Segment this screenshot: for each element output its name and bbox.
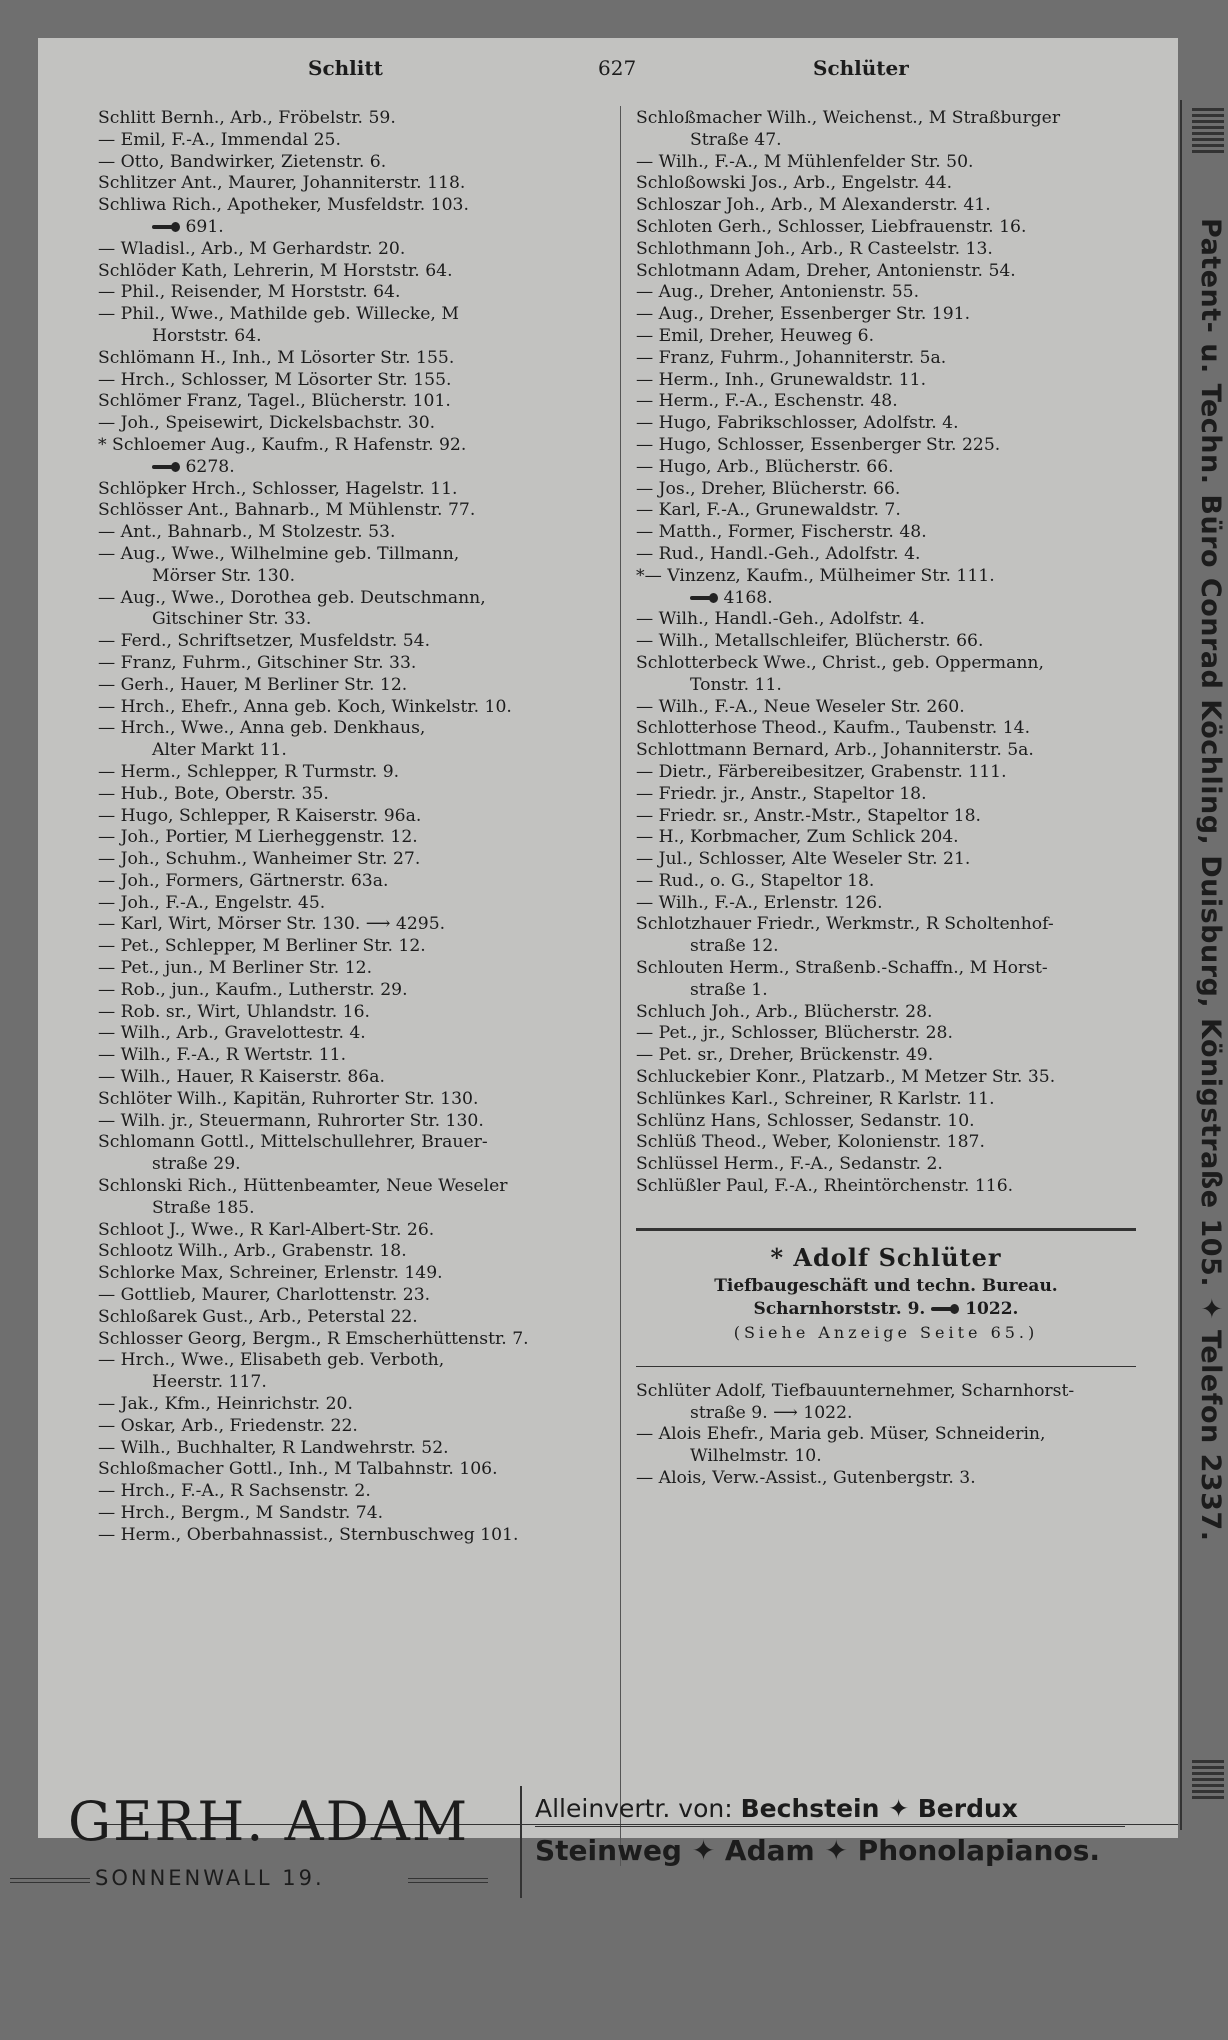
directory-entry bbox=[636, 675, 1166, 697]
ga-company-name: GERH. ADAM bbox=[68, 1790, 470, 1853]
directory-entry-text: — Wilh., Arb., Gravelottestr. 4. bbox=[98, 1023, 366, 1044]
directory-entry-text: — Aug., Wwe., Wilhelmine geb. Tillmann, bbox=[98, 543, 460, 564]
directory-entry bbox=[98, 980, 608, 1002]
directory-entry-text: * Schloemer Aug., Kaufm., R Hafenstr. 92. bbox=[98, 434, 467, 455]
directory-entry-text: — Hrch., Bergm., M Sandstr. 74. bbox=[98, 1503, 384, 1523]
directory-entry bbox=[636, 1045, 1166, 1067]
directory-entry-text: — Jak., Kfm., Heinrichstr. 20. bbox=[98, 1394, 353, 1415]
page-number: 627 bbox=[598, 56, 637, 80]
directory-entry-text: Schlouten Herm., Straßenb.-Schaffn., M Horst- bbox=[636, 958, 1048, 979]
directory-entry-text: — Hub., Bote, Oberstr. 35. bbox=[98, 783, 329, 804]
directory-entry-text: — Emil, Dreher, Heuweg 6. bbox=[636, 325, 875, 346]
directory-entry bbox=[98, 827, 608, 849]
directory-entry-text: Tonstr. 11. bbox=[690, 674, 782, 695]
directory-entry-text: Schlotterhose Theod., Kaufm., Taubenstr. 14. bbox=[636, 718, 1031, 739]
directory-entry bbox=[636, 914, 1166, 936]
ad-box-top-rule bbox=[636, 1228, 1136, 1231]
directory-entry-text: Gitschiner Str. 33. bbox=[152, 609, 312, 630]
directory-entry-text: Schloßmacher Wilh., Weichenst., M Straßburger bbox=[636, 108, 1061, 128]
directory-entry bbox=[98, 806, 608, 828]
directory-entry bbox=[98, 1002, 608, 1024]
directory-entry bbox=[636, 239, 1166, 261]
directory-entry-text: Schlösser Ant., Bahnarb., M Mühlenstr. 77. bbox=[98, 500, 476, 521]
directory-entry-text: Straße 185. bbox=[152, 1197, 255, 1218]
directory-entry-text: — Herm., Oberbahnassist., Sternbuschweg 101. bbox=[98, 1524, 519, 1545]
directory-entry-text: — Wilh., Handl.-Geh., Adolfstr. 4. bbox=[636, 609, 925, 630]
directory-entry bbox=[636, 217, 1166, 239]
directory-entry-text: — Wilh., Hauer, R Kaiserstr. 86a. bbox=[98, 1067, 385, 1088]
directory-entry bbox=[636, 653, 1166, 675]
directory-entry bbox=[98, 936, 608, 958]
directory-entry-text: — Hrch., Ehefr., Anna geb. Koch, Winkelstr. 10. bbox=[98, 696, 512, 717]
directory-entry bbox=[636, 871, 1166, 893]
directory-entry bbox=[98, 675, 608, 697]
directory-entry-text: 6278. bbox=[185, 456, 235, 477]
directory-entry bbox=[98, 697, 608, 719]
banner-top-bars bbox=[1192, 108, 1224, 188]
directory-entry bbox=[98, 261, 608, 283]
directory-entry-text: — Friedr. jr., Anstr., Stapeltor 18. bbox=[636, 783, 927, 804]
directory-entry-text: — Hugo, Fabrikschlosser, Adolfstr. 4. bbox=[636, 413, 959, 434]
directory-entry bbox=[636, 544, 1166, 566]
directory-entry-text: — Rud., Handl.-Geh., Adolfstr. 4. bbox=[636, 543, 921, 564]
directory-entry bbox=[636, 849, 1166, 871]
directory-entry bbox=[636, 631, 1166, 653]
directory-entry-text: Schlonski Rich., Hüttenbeamter, Neue Weseler bbox=[98, 1176, 508, 1197]
directory-entry bbox=[636, 304, 1166, 326]
directory-entry-text: — Joh., Portier, M Lierheggenstr. 12. bbox=[98, 827, 418, 848]
directory-entry-text: — Emil, F.-A., Immendal 25. bbox=[98, 129, 341, 150]
directory-entry-text: Schloßarek Gust., Arb., Peterstal 22. bbox=[98, 1306, 418, 1327]
directory-entry bbox=[98, 348, 608, 370]
directory-entry bbox=[98, 1154, 608, 1176]
right-column bbox=[636, 108, 1166, 1490]
directory-entry-text: — Wilh. jr., Steuermann, Ruhrorter Str. 130. bbox=[98, 1110, 484, 1131]
directory-entry bbox=[98, 239, 608, 261]
directory-entry bbox=[636, 1002, 1166, 1024]
directory-entry bbox=[636, 1067, 1166, 1089]
ad-box-bottom-rule bbox=[636, 1366, 1136, 1367]
directory-entry bbox=[636, 1154, 1166, 1176]
telephone-icon bbox=[931, 1304, 959, 1314]
directory-entry-text: — Herm., Inh., Grunewaldstr. 11. bbox=[636, 369, 927, 390]
directory-entry bbox=[98, 1023, 608, 1045]
directory-entry-text: — Wilh., F.-A., M Mühlenfelder Str. 50. bbox=[636, 151, 974, 172]
ga-vertical-rule bbox=[520, 1786, 522, 1898]
directory-entry bbox=[636, 173, 1166, 195]
directory-entry-text: — Pet., Schlepper, M Berliner Str. 12. bbox=[98, 936, 426, 957]
directory-entry bbox=[98, 1045, 608, 1067]
directory-page bbox=[38, 38, 1226, 1838]
directory-entry bbox=[636, 718, 1166, 740]
directory-entry bbox=[98, 195, 608, 217]
directory-entry bbox=[98, 1481, 608, 1503]
directory-entry bbox=[98, 108, 608, 130]
directory-entry bbox=[98, 784, 608, 806]
directory-entry bbox=[98, 1459, 608, 1481]
directory-entry bbox=[98, 1394, 608, 1416]
directory-entry-text: — Alois, Verw.-Assist., Gutenbergstr. 3. bbox=[636, 1468, 976, 1489]
directory-entry-text: — Matth., Former, Fischerstr. 48. bbox=[636, 522, 927, 543]
telephone-icon bbox=[152, 462, 180, 472]
ad-address: Scharnhorststr. 9. bbox=[753, 1298, 926, 1319]
directory-entry-text: Schloot J., Wwe., R Karl-Albert-Str. 26. bbox=[98, 1219, 435, 1240]
ad-business-line: Tiefbaugeschäft und techn. Bureau. bbox=[714, 1275, 1058, 1296]
directory-entry-text: Schlünkes Karl., Schreiner, R Karlstr. 11. bbox=[636, 1088, 995, 1109]
ad-reference: (Siehe Anzeige Seite 65.) bbox=[733, 1322, 1039, 1342]
ga-sole-agency bbox=[535, 1794, 1018, 1823]
directory-entry-text: — Aug., Wwe., Dorothea geb. Deutschmann, bbox=[98, 587, 486, 608]
directory-entry-text: straße 1. bbox=[690, 979, 768, 1000]
directory-entry-text: Schloßowski Jos., Arb., Engelstr. 44. bbox=[636, 173, 953, 194]
directory-entry-text: Schlömer Franz, Tagel., Blücherstr. 101. bbox=[98, 391, 451, 412]
directory-entry bbox=[98, 152, 608, 174]
directory-entry bbox=[98, 1525, 608, 1547]
directory-entry bbox=[98, 500, 608, 522]
directory-entry-text: — Wilh., F.-A., R Wertstr. 11. bbox=[98, 1045, 347, 1066]
page-header bbox=[38, 56, 1178, 96]
directory-entry bbox=[636, 1176, 1166, 1198]
directory-entry-text: Schluckebier Konr., Platzarb., M Metzer Str. 35. bbox=[636, 1067, 1056, 1088]
directory-entry bbox=[98, 566, 608, 588]
directory-entry-text: Schlöpker Hrch., Schlosser, Hagelstr. 11. bbox=[98, 478, 458, 499]
directory-entry bbox=[98, 631, 608, 653]
directory-entry-text: — Hrch., Schlosser, M Lösorter Str. 155. bbox=[98, 369, 452, 390]
directory-entry bbox=[98, 435, 608, 457]
side-advertisement bbox=[1190, 218, 1228, 1778]
directory-entry bbox=[636, 1132, 1166, 1154]
directory-entry-text: — Jul., Schlosser, Alte Weseler Str. 21. bbox=[636, 849, 971, 870]
directory-entry-text: — Oskar, Arb., Friedenstr. 22. bbox=[98, 1415, 358, 1436]
directory-entry-text: — Herm., F.-A., Eschenstr. 48. bbox=[636, 391, 898, 412]
directory-entry-text: straße 12. bbox=[690, 936, 779, 957]
directory-entry-text: — Joh., Formers, Gärtnerstr. 63a. bbox=[98, 870, 389, 891]
directory-entry bbox=[636, 391, 1166, 413]
directory-entry-text: — Herm., Schlepper, R Turmstr. 9. bbox=[98, 761, 400, 782]
directory-entry-text: Schlüß Theod., Weber, Kolonienstr. 187. bbox=[636, 1132, 985, 1153]
ga-street: SONNENWALL 19. bbox=[95, 1866, 325, 1890]
directory-entry-text: — Aug., Dreher, Essenberger Str. 191. bbox=[636, 304, 971, 325]
directory-entry bbox=[98, 1329, 608, 1351]
directory-entry bbox=[636, 370, 1166, 392]
directory-entry-text: — Wilh., Buchhalter, R Landwehrstr. 52. bbox=[98, 1437, 449, 1458]
directory-entry-text: Schlömann H., Inh., M Lösorter Str. 155. bbox=[98, 347, 455, 368]
directory-entry bbox=[98, 217, 608, 239]
directory-entry bbox=[636, 806, 1166, 828]
directory-entry bbox=[98, 893, 608, 915]
directory-entry bbox=[636, 282, 1166, 304]
directory-entry-text: Schlorke Max, Schreiner, Erlenstr. 149. bbox=[98, 1263, 443, 1284]
directory-entry bbox=[636, 326, 1166, 348]
directory-entry bbox=[98, 326, 608, 348]
directory-entry-text: straße 9. ⟶ 1022. bbox=[690, 1402, 853, 1423]
directory-entry bbox=[98, 914, 608, 936]
directory-entry-text: — Joh., F.-A., Engelstr. 45. bbox=[98, 892, 326, 913]
directory-entry-text: — Gottlieb, Maurer, Charlottenstr. 23. bbox=[98, 1285, 431, 1306]
directory-entry bbox=[636, 435, 1166, 457]
directory-entry-text: Horststr. 64. bbox=[152, 325, 262, 346]
directory-entry bbox=[98, 1198, 608, 1220]
telephone-icon bbox=[152, 222, 180, 232]
ad-address-line bbox=[636, 1298, 1136, 1321]
banner-bottom-bars bbox=[1192, 1760, 1224, 1830]
directory-entry-text: — Aug., Dreher, Antonienstr. 55. bbox=[636, 282, 920, 303]
directory-entry-text: — Franz, Fuhrm., Johanniterstr. 5a. bbox=[636, 347, 947, 368]
directory-entry bbox=[98, 1220, 608, 1242]
gerh-adam-advertisement bbox=[0, 1790, 1140, 2040]
directory-entry-text: Schlöder Kath, Lehrerin, M Horststr. 64. bbox=[98, 260, 453, 281]
directory-entry-text: Mörser Str. 130. bbox=[152, 565, 296, 586]
header-right-keyword: Schlüter bbox=[813, 56, 909, 80]
directory-entry-text: — Karl, Wirt, Mörser Str. 130. ⟶ 4295. bbox=[98, 914, 446, 935]
directory-entry bbox=[636, 762, 1166, 784]
directory-entry-text: Schliwa Rich., Apotheker, Musfeldstr. 103. bbox=[98, 195, 469, 216]
directory-entry bbox=[636, 152, 1166, 174]
directory-entry-text: — Gerh., Hauer, M Berliner Str. 12. bbox=[98, 674, 408, 695]
directory-entry-text: Schloszar Joh., Arb., M Alexanderstr. 41. bbox=[636, 195, 991, 216]
directory-entry-text: — Rob., jun., Kaufm., Lutherstr. 29. bbox=[98, 979, 408, 1000]
directory-entry-text: — Wladisl., Arb., M Gerhardstr. 20. bbox=[98, 238, 406, 259]
directory-entry-text: Schlomann Gottl., Mittelschullehrer, Brauer- bbox=[98, 1132, 488, 1153]
directory-entry-text: — Joh., Speisewirt, Dickelsbachstr. 30. bbox=[98, 413, 436, 434]
telephone-icon bbox=[690, 593, 718, 603]
directory-entry bbox=[636, 1446, 1166, 1468]
directory-entry bbox=[98, 740, 608, 762]
ga-street-rule-right bbox=[408, 1878, 488, 1883]
directory-entry bbox=[98, 1263, 608, 1285]
banner-separator bbox=[1180, 100, 1182, 1830]
directory-entry-text: — Alois Ehefr., Maria geb. Müser, Schneiderin, bbox=[636, 1424, 1046, 1445]
directory-entry-text: — Wilh., F.-A., Erlenstr. 126. bbox=[636, 892, 883, 913]
directory-entry bbox=[98, 1067, 608, 1089]
directory-entry bbox=[98, 653, 608, 675]
directory-entry bbox=[98, 1132, 608, 1154]
right-column-continued bbox=[636, 1381, 1166, 1490]
directory-entry-text: — Pet. sr., Dreher, Brückenstr. 49. bbox=[636, 1045, 934, 1066]
directory-entry-text: Schlünz Hans, Schlosser, Sedanstr. 10. bbox=[636, 1110, 975, 1131]
directory-entry bbox=[636, 1424, 1166, 1446]
directory-entry-text: Alter Markt 11. bbox=[152, 740, 287, 761]
ga-horizontal-rule bbox=[535, 1826, 1125, 1827]
directory-entry bbox=[636, 1468, 1166, 1490]
ga-brands-2: Steinweg ✦ Adam ✦ Phonolapianos. bbox=[535, 1834, 1101, 1867]
directory-entry-text: — Hugo, Schlosser, Essenberger Str. 225. bbox=[636, 434, 1001, 455]
directory-entry bbox=[636, 827, 1166, 849]
directory-entry-text: straße 29. bbox=[152, 1154, 241, 1175]
directory-entry bbox=[98, 849, 608, 871]
ad-company-name: * Adolf Schlüter bbox=[770, 1242, 1002, 1272]
directory-entry-text: 4168. bbox=[723, 587, 773, 608]
directory-entry bbox=[636, 566, 1166, 588]
ga-brands-1: Bechstein ✦ Berdux bbox=[740, 1794, 1018, 1823]
directory-entry bbox=[636, 740, 1166, 762]
directory-entry bbox=[636, 522, 1166, 544]
directory-entry-text: — Hugo, Schlepper, R Kaiserstr. 96a. bbox=[98, 805, 422, 826]
directory-entry-text: *— Vinzenz, Kaufm., Mülheimer Str. 111. bbox=[636, 565, 995, 586]
directory-entry-text: — Karl, F.-A., Grunewaldstr. 7. bbox=[636, 500, 901, 521]
directory-entry-text: — Pet., jr., Schlosser, Blücherstr. 28. bbox=[636, 1023, 953, 1044]
directory-entry-text: — Jos., Dreher, Blücherstr. 66. bbox=[636, 478, 901, 499]
directory-entry-text: Schlottmann Bernard, Arb., Johanniterstr. 5a. bbox=[636, 740, 1034, 761]
directory-entry bbox=[98, 588, 608, 610]
directory-entry-text: 691. bbox=[185, 216, 224, 237]
directory-entry bbox=[636, 1111, 1166, 1133]
ad-phone: 1022. bbox=[965, 1298, 1019, 1319]
directory-entry-text: — Dietr., Färbereibesitzer, Grabenstr. 111. bbox=[636, 761, 1007, 782]
directory-entry-text: — Ant., Bahnarb., M Stolzestr. 53. bbox=[98, 522, 396, 543]
directory-entry-text: — Friedr. sr., Anstr.-Mstr., Stapeltor 18. bbox=[636, 805, 981, 826]
directory-entry bbox=[636, 1381, 1166, 1403]
directory-entry-text: Schlitzer Ant., Maurer, Johanniterstr. 118. bbox=[98, 173, 466, 194]
directory-entry bbox=[98, 173, 608, 195]
directory-entry-text: — Rob. sr., Wirt, Uhlandstr. 16. bbox=[98, 1001, 371, 1022]
directory-entry-text: Schlöter Wilh., Kapitän, Ruhrorter Str. 130. bbox=[98, 1088, 479, 1109]
directory-entry bbox=[98, 958, 608, 980]
ga-street-rule-left bbox=[10, 1878, 90, 1883]
directory-entry bbox=[98, 1176, 608, 1198]
directory-entry bbox=[636, 1023, 1166, 1045]
directory-entry bbox=[636, 588, 1166, 610]
directory-entry-text: Wilhelmstr. 10. bbox=[690, 1446, 822, 1467]
directory-entry bbox=[98, 1438, 608, 1460]
directory-entry-text: Schlosser Georg, Bergm., R Emscherhüttenstr. 7. bbox=[98, 1328, 529, 1349]
directory-entry bbox=[98, 370, 608, 392]
directory-entry-text: — H., Korbmacher, Zum Schlick 204. bbox=[636, 827, 959, 848]
directory-entry-text: — Wilh., Metallschleifer, Blücherstr. 66. bbox=[636, 631, 984, 652]
right-column-entries bbox=[636, 108, 1166, 1198]
directory-entry-text: Schlüter Adolf, Tiefbauunternehmer, Scharnhorst- bbox=[636, 1380, 1075, 1401]
directory-entry-text: — Rud., o. G., Stapeltor 18. bbox=[636, 870, 875, 891]
directory-entry bbox=[636, 893, 1166, 915]
directory-entry bbox=[98, 1241, 608, 1263]
schlueter-advertisement bbox=[636, 1241, 1136, 1344]
directory-entry-text: — Hrch., F.-A., R Sachsenstr. 2. bbox=[98, 1481, 371, 1502]
directory-entry bbox=[98, 522, 608, 544]
directory-entry bbox=[636, 980, 1166, 1002]
directory-entry bbox=[636, 936, 1166, 958]
side-advertisement-text: Patent- u. Techn. Büro Conrad Köchling, Duisburg, Königstraße 105. ✦ Telefon 2337. bbox=[1195, 218, 1226, 1542]
directory-entry-text: Schlüßler Paul, F.-A., Rheintörchenstr. 116. bbox=[636, 1176, 1014, 1197]
directory-entry bbox=[98, 130, 608, 152]
directory-entry bbox=[636, 195, 1166, 217]
directory-entry bbox=[98, 413, 608, 435]
directory-entry bbox=[636, 1089, 1166, 1111]
directory-entry bbox=[636, 958, 1166, 980]
directory-entry-text: — Hugo, Arb., Blücherstr. 66. bbox=[636, 456, 894, 477]
directory-entry-text: — Phil., Reisender, M Horststr. 64. bbox=[98, 282, 401, 303]
directory-entry bbox=[98, 1416, 608, 1438]
directory-entry-text: — Otto, Bandwirker, Zietenstr. 6. bbox=[98, 151, 387, 172]
directory-entry bbox=[98, 391, 608, 413]
directory-entry bbox=[636, 413, 1166, 435]
directory-entry-text: — Ferd., Schriftsetzer, Musfeldstr. 54. bbox=[98, 631, 431, 652]
directory-entry-text: Schlootz Wilh., Arb., Grabenstr. 18. bbox=[98, 1241, 407, 1262]
directory-entry-text: Schlotterbeck Wwe., Christ., geb. Oppermann, bbox=[636, 652, 1044, 673]
directory-entry bbox=[636, 457, 1166, 479]
directory-entry-text: — Wilh., F.-A., Neue Weseler Str. 260. bbox=[636, 696, 965, 717]
directory-entry bbox=[636, 500, 1166, 522]
left-column bbox=[98, 108, 608, 1547]
directory-entry-text: — Phil., Wwe., Mathilde geb. Willecke, M bbox=[98, 304, 459, 325]
directory-entry bbox=[636, 1403, 1166, 1425]
directory-entry bbox=[636, 697, 1166, 719]
directory-entry bbox=[98, 1503, 608, 1525]
directory-entry bbox=[636, 348, 1166, 370]
directory-entry bbox=[98, 1089, 608, 1111]
directory-entry-text: Schloßmacher Gottl., Inh., M Talbahnstr. 106. bbox=[98, 1459, 498, 1480]
directory-entry bbox=[636, 479, 1166, 501]
header-left-keyword: Schlitt bbox=[308, 56, 383, 80]
column-divider bbox=[620, 106, 621, 1866]
directory-entry bbox=[98, 304, 608, 326]
directory-entry bbox=[98, 718, 608, 740]
directory-entry-text: Schlothmann Joh., Arb., R Casteelstr. 13. bbox=[636, 238, 993, 259]
directory-entry bbox=[98, 1111, 608, 1133]
directory-entry-text: Schlotmann Adam, Dreher, Antonienstr. 54. bbox=[636, 260, 1016, 281]
directory-entry bbox=[98, 457, 608, 479]
directory-entry bbox=[98, 544, 608, 566]
directory-entry bbox=[98, 762, 608, 784]
directory-entry-text: Heerstr. 117. bbox=[152, 1372, 267, 1393]
directory-entry bbox=[636, 609, 1166, 631]
directory-entry bbox=[98, 609, 608, 631]
directory-entry bbox=[636, 130, 1166, 152]
directory-entry-text: Straße 47. bbox=[690, 129, 782, 150]
directory-entry bbox=[636, 784, 1166, 806]
directory-entry bbox=[98, 282, 608, 304]
directory-entry-text: — Pet., jun., M Berliner Str. 12. bbox=[98, 958, 373, 979]
directory-entry-text: — Hrch., Wwe., Elisabeth geb. Verboth, bbox=[98, 1350, 445, 1371]
directory-entry-text: Schlitt Bernh., Arb., Fröbelstr. 59. bbox=[98, 108, 396, 128]
directory-entry-text: — Hrch., Wwe., Anna geb. Denkhaus, bbox=[98, 718, 426, 739]
directory-entry bbox=[98, 479, 608, 501]
directory-entry-text: Schlüssel Herm., F.-A., Sedanstr. 2. bbox=[636, 1154, 943, 1175]
directory-entry bbox=[98, 1372, 608, 1394]
directory-entry-text: Schlotzhauer Friedr., Werkmstr., R Scholtenhof- bbox=[636, 914, 1054, 935]
directory-entry-text: — Joh., Schuhm., Wanheimer Str. 27. bbox=[98, 849, 421, 870]
directory-entry bbox=[98, 871, 608, 893]
directory-entry bbox=[98, 1285, 608, 1307]
directory-entry-text: Schluch Joh., Arb., Blücherstr. 28. bbox=[636, 1001, 933, 1022]
ga-sole-agency-prefix: Alleinvertr. von: bbox=[535, 1794, 741, 1823]
directory-entry bbox=[98, 1307, 608, 1329]
directory-entry bbox=[636, 261, 1166, 283]
directory-entry bbox=[636, 108, 1166, 130]
directory-entry bbox=[98, 1350, 608, 1372]
directory-entry-text: — Franz, Fuhrm., Gitschiner Str. 33. bbox=[98, 652, 417, 673]
directory-entry-text: Schloten Gerh., Schlosser, Liebfrauenstr. 16. bbox=[636, 216, 1027, 237]
